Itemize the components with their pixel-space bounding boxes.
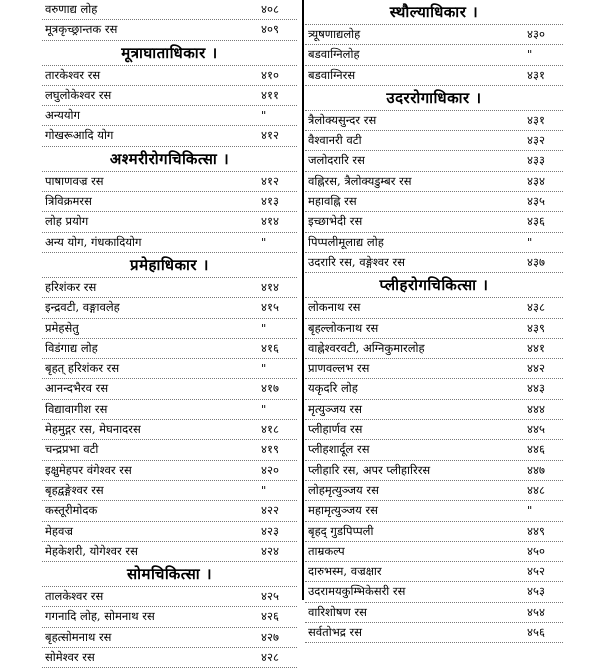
- entry-title: बडवाग्निलोह: [308, 47, 360, 62]
- entry-title: महावह्नि रस: [308, 194, 357, 209]
- index-entry: [305, 298, 563, 318]
- entry-title: बृहद्वङ्गेश्वर रस: [45, 482, 104, 497]
- entry-title: त्रैलोक्यसुन्दर रस: [308, 112, 377, 127]
- index-entry: [305, 192, 563, 212]
- entry-page-number: ४१५: [261, 300, 279, 315]
- entry-title: यकृदरि लोह: [308, 381, 358, 396]
- index-entry: [305, 420, 563, 440]
- entry-page-number: ": [261, 108, 267, 123]
- section-heading: प्रमेहाधिकार ।: [42, 253, 297, 278]
- index-entry: [42, 587, 297, 607]
- entry-page-number: ४२२: [261, 503, 279, 518]
- entry-page-number: ४३४: [527, 173, 545, 188]
- entry-page-number: ४२०: [261, 462, 279, 477]
- index-entry: [42, 542, 297, 562]
- index-entry: [305, 131, 563, 151]
- entry-title: त्रिविक्रमरस: [45, 194, 92, 209]
- entry-page-number: ४२६: [261, 609, 279, 624]
- entry-title: प्लीहशार्दूल रस: [308, 442, 370, 457]
- entry-page-number: ४५४: [527, 604, 545, 619]
- entry-title: मूत्रकृच्छ्रान्तक रस: [45, 22, 118, 37]
- entry-page-number: ४२३: [261, 523, 279, 538]
- entry-page-number: ४३३: [527, 153, 545, 168]
- index-entry: [42, 501, 297, 521]
- index-entry: [305, 25, 563, 45]
- index-entry: [305, 379, 563, 399]
- entry-title: ताम्रकल्प: [308, 543, 345, 558]
- section-heading: प्लीहरोगचिकित्सा ।: [305, 273, 563, 298]
- index-entry: [305, 111, 563, 131]
- entry-title: प्लीहार्णव रस: [308, 422, 363, 437]
- entry-page-number: ४२७: [261, 629, 279, 644]
- entry-title: लोकनाथ रस: [308, 300, 361, 315]
- entry-title: वारिशोषण रस: [308, 604, 367, 619]
- entry-page-number: ४३६: [527, 214, 545, 229]
- entry-page-number: ४५२: [527, 564, 545, 579]
- entry-title: उदरामयकुम्भिकेसरी रस: [308, 584, 406, 599]
- entry-page-number: ४३५: [527, 194, 545, 209]
- index-entry: [305, 359, 563, 379]
- index-entry: [42, 278, 297, 298]
- index-entry: [305, 253, 563, 273]
- index-entry: [305, 501, 563, 521]
- index-entry: [42, 359, 297, 379]
- entry-title: प्राणवल्लभ रस: [308, 361, 370, 376]
- entry-page-number: ": [261, 234, 267, 249]
- entry-page-number: ४४३: [527, 381, 545, 396]
- entry-page-number: ४४७: [527, 462, 545, 477]
- entry-page-number: ४३२: [527, 133, 545, 148]
- entry-page-number: ४२८: [261, 650, 279, 665]
- index-entry: [42, 319, 297, 339]
- entry-page-number: ४१२: [261, 173, 279, 188]
- entry-title: चन्द्रप्रभा वटी: [45, 442, 99, 457]
- index-entry: [42, 339, 297, 359]
- entry-title: महामृत्युञ्जय रस: [308, 503, 378, 518]
- entry-page-number: ४४४: [527, 401, 545, 416]
- entry-title: दारुभस्म, वज्रक्षार: [308, 564, 382, 579]
- entry-page-number: ४१४: [261, 279, 279, 294]
- entry-title: आनन्दभैरव रस: [45, 381, 109, 396]
- entry-title: वैश्वानरी वटी: [308, 133, 362, 148]
- entry-page-number: ४४२: [527, 361, 545, 376]
- index-entry: [305, 562, 563, 582]
- entry-title: इच्छाभेदी रस: [308, 214, 363, 229]
- entry-title: बृहद् गुडपिप्पली: [308, 523, 374, 538]
- entry-title: अन्य योग, गंधकादियोग: [45, 234, 142, 249]
- index-entry: [42, 379, 297, 399]
- entry-page-number: ४१४: [261, 214, 279, 229]
- entry-page-number: ४४६: [527, 442, 545, 457]
- entry-page-number: ४१२: [261, 128, 279, 143]
- entry-title: तारकेश्वर रस: [45, 67, 101, 82]
- entry-page-number: ४१७: [261, 381, 279, 396]
- index-entry: [305, 212, 563, 232]
- index-entry: [42, 212, 297, 232]
- index-entry: [305, 66, 563, 86]
- index-entry: [305, 45, 563, 65]
- entry-page-number: ४१३: [261, 194, 279, 209]
- entry-title: कस्तूरीमोदक: [45, 503, 98, 518]
- entry-page-number: ४०९: [261, 22, 279, 37]
- index-entry: [42, 420, 297, 440]
- entry-title: त्र्यूषणाद्यलोह: [308, 27, 361, 41]
- entry-page-number: ४१९: [261, 442, 279, 457]
- entry-page-number: ४०८: [261, 2, 279, 16]
- index-entry: [42, 192, 297, 212]
- column-divider: [302, 0, 304, 600]
- entry-title: लोहमृत्युञ्जय रस: [308, 482, 379, 497]
- entry-page-number: ४२५: [261, 589, 279, 604]
- entry-page-number: ४४९: [527, 523, 545, 538]
- entry-title: मृत्युञ्जय रस: [308, 401, 362, 416]
- index-entry: [42, 440, 297, 460]
- entry-title: सर्वतोभद्र रस: [308, 625, 363, 640]
- index-entry: [42, 0, 297, 20]
- index-entry: [305, 603, 563, 623]
- entry-page-number: ": [261, 401, 267, 416]
- entry-page-number: ४३१: [527, 67, 545, 82]
- entry-page-number: ४३८: [527, 300, 545, 315]
- entry-title: इन्द्रवटी, वङ्गावलेह: [45, 300, 120, 315]
- entry-page-number: ४४१: [527, 340, 545, 355]
- entry-title: जलोदरारि रस: [308, 153, 365, 168]
- entry-title: विद्यावागीश रस: [45, 401, 108, 416]
- entry-page-number: ": [527, 47, 533, 62]
- entry-page-number: ": [261, 482, 267, 497]
- left-column: [42, 0, 297, 665]
- index-entry: [42, 522, 297, 542]
- index-entry: [42, 66, 297, 86]
- right-column: [305, 0, 563, 640]
- section-heading: सोमचिकित्सा ।: [42, 562, 297, 587]
- index-entry: [42, 86, 297, 106]
- section-heading: स्थौल्याधिकार ।: [305, 0, 563, 25]
- index-entry: [42, 172, 297, 192]
- index-entry: [42, 607, 297, 627]
- entry-page-number: ४३१: [527, 112, 545, 127]
- entry-page-number: ४३९: [527, 320, 545, 335]
- entry-page-number: ४१६: [261, 340, 279, 355]
- entry-page-number: ": [261, 361, 267, 376]
- entry-title: अन्ययोग: [45, 108, 80, 123]
- index-entry: [42, 628, 297, 648]
- entry-page-number: ४४८: [527, 482, 545, 497]
- index-entry: [305, 172, 563, 192]
- entry-page-number: ": [261, 320, 267, 335]
- index-entry: [42, 106, 297, 126]
- index-entry: [305, 461, 563, 481]
- index-entry: [42, 20, 297, 40]
- section-heading: मूत्राघाताधिकार ।: [42, 41, 297, 66]
- entry-title: मेहमुद्गर रस, मेघनादरस: [45, 422, 141, 437]
- entry-page-number: ४५०: [527, 543, 545, 558]
- entry-title: सोमेश्वर रस: [45, 650, 95, 665]
- entry-title: वाह्नेश्वरवटी, अग्निकुमारलोह: [308, 340, 425, 355]
- entry-title: गगनादि लोह, सोमनाथ रस: [45, 609, 155, 624]
- entry-title: हरिशंकर रस: [45, 279, 97, 294]
- entry-title: उदरारि रस, वङ्गेश्वर रस: [308, 254, 406, 269]
- index-entry: [305, 319, 563, 339]
- entry-page-number: ": [527, 503, 533, 518]
- entry-title: तालकेश्वर रस: [45, 589, 104, 604]
- index-entry: [42, 461, 297, 481]
- entry-page-number: ४३७: [527, 254, 545, 269]
- entry-title: वरुणाद्य लोह: [45, 2, 98, 16]
- entry-title: बृहत्सोमनाथ रस: [45, 629, 112, 644]
- section-heading: अश्मरीरोगचिकित्सा ।: [42, 147, 297, 172]
- entry-title: बडवाग्निरस: [308, 67, 356, 82]
- entry-title: बृहत् हरिशंकर रस: [45, 361, 120, 376]
- entry-page-number: ४५६: [527, 625, 545, 640]
- entry-page-number: ४२४: [261, 543, 279, 558]
- index-entry: [42, 648, 297, 668]
- index-entry: [305, 339, 563, 359]
- entry-title: मेहवज्र: [45, 523, 73, 538]
- index-entry: [42, 400, 297, 420]
- entry-page-number: ४११: [261, 87, 279, 102]
- entry-title: इक्षुमेहपर वंगेश्वर रस: [45, 462, 132, 477]
- index-entry: [305, 233, 563, 253]
- entry-title: पाषाणवज्र रस: [45, 173, 104, 188]
- entry-title: प्रमेहसेतु: [45, 320, 79, 335]
- index-entry: [42, 233, 297, 253]
- index-entry: [305, 151, 563, 171]
- entry-page-number: ४४५: [527, 422, 545, 437]
- entry-page-number: ": [527, 234, 533, 249]
- entry-page-number: ४३०: [527, 27, 545, 41]
- index-entry: [42, 481, 297, 501]
- index-entry: [42, 298, 297, 318]
- entry-title: बृहल्लोकनाथ रस: [308, 320, 379, 335]
- index-entry: [305, 481, 563, 501]
- index-entry: [305, 400, 563, 420]
- index-entry: [305, 542, 563, 562]
- index-entry: [305, 623, 563, 643]
- entry-page-number: ४१०: [261, 67, 279, 82]
- index-entry: [305, 522, 563, 542]
- entry-title: प्लीहारि रस, अपर प्लीहारिरस: [308, 462, 431, 477]
- section-heading: उदररोगाधिकार ।: [305, 86, 563, 111]
- entry-title: गोखरूआदि योग: [45, 128, 114, 143]
- entry-title: लोह प्रयोग: [45, 214, 89, 229]
- entry-title: वह्निरस, त्रैलोक्यडुम्बर रस: [308, 173, 412, 188]
- entry-title: लघुलोकेश्वर रस: [45, 87, 112, 102]
- entry-title: पिप्पलीमूलाद्य लोह: [308, 234, 384, 249]
- entry-title: मेहकेशरी, योगेश्वर रस: [45, 543, 138, 558]
- entry-page-number: ४५३: [527, 584, 545, 599]
- index-entry: [305, 440, 563, 460]
- entry-title: विडंगाद्य लोह: [45, 340, 98, 355]
- index-entry: [42, 126, 297, 146]
- entry-page-number: ४१८: [261, 422, 279, 437]
- index-entry: [305, 582, 563, 602]
